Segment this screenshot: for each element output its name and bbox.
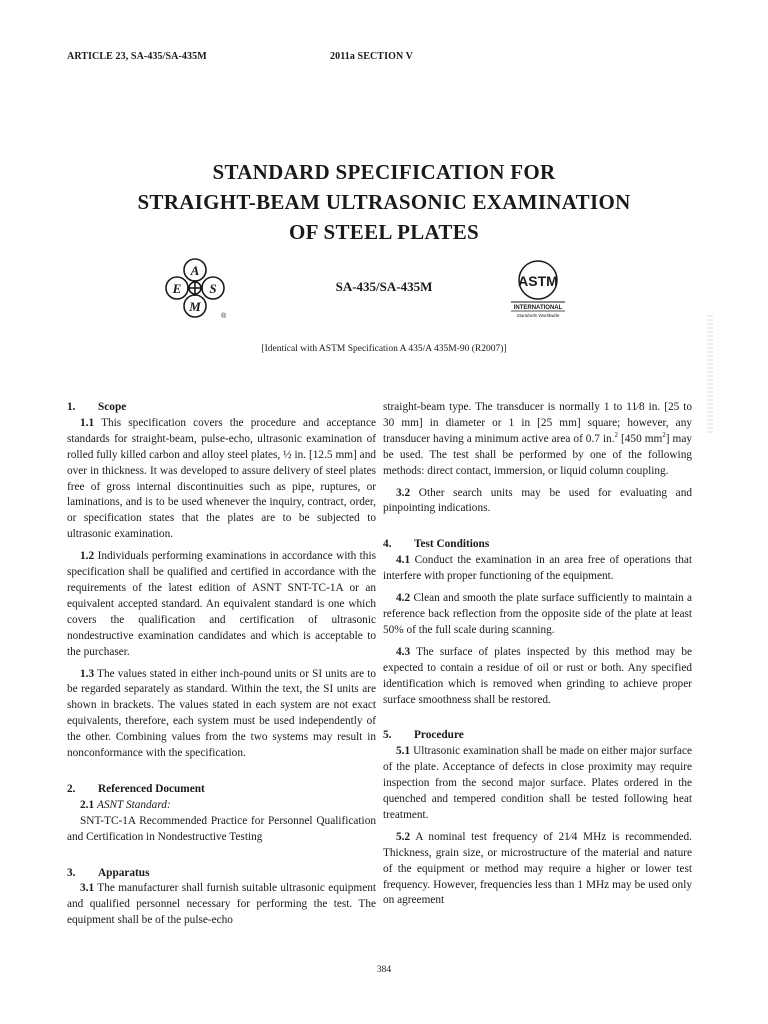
paragraph-1-1: 1.1 This specification covers the procedure and acceptance standards for straight-beam, pulse-echo, ultrasonic examination of rolled fully killed carbon and alloy steel plates, ½ in. [12.5 mm] and over in thickness. It was developed to assure delivery of steel plates free of gross internal discontinuities such as pipe, ruptures, or laminations, and is to be used whenever the inquiry, contract, order, or specification states that the plates are to be subjected to ultrasonic examination. [67, 416, 376, 541]
section-heading: 4. Test Conditions [383, 538, 490, 551]
paragraph-5-1: 5.1 Ultrasonic examination shall be made on either major surface of the plate. Acceptance of defects in close proximity may require inspection from the second major surface. Plates ordered in the quenched and tempered condition shall be tested following heat treatment. [383, 745, 692, 821]
astm-tagline: Standards Worldwide [516, 313, 560, 318]
running-header-left: ARTICLE 23, SA-435/SA-435M [67, 51, 207, 62]
registered-mark: ® [221, 313, 227, 320]
paragraph-3-2: 3.2 Other search units may be used for evaluating and pinpointing indications. [383, 486, 692, 515]
section-heading: 1. Scope [67, 401, 127, 413]
title-line-1: STANDARD SPECIFICATION FOR [212, 160, 556, 184]
title-line-2: STRAIGHT-BEAM ULTRASONIC EXAMINATION [137, 190, 631, 214]
left-column [67, 400, 376, 935]
astm-logo [508, 258, 568, 320]
section-heading: 3. Apparatus [67, 866, 150, 879]
section-heading: 2. Referenced Document [67, 782, 205, 795]
designation: SA-435/SA-435M [335, 279, 433, 294]
paragraph-1-2: 1.2 Individuals performing examinations in accordance with this specification shall be qualified and certified in accordance with the requirements of the latest edition of ASNT SNT-TC-1A or an equivalent accepted standard. An equivalent standard is one which covers the qualification and certification of ultrasonic nondestructive examination candidates and which is acceptable to the purchaser. [67, 550, 376, 658]
paragraph-3-1-continued: straight-beam type. The transducer is normally 1 to 11⁄8 in. [25 to 30 mm] in diameter or 1 in [25 mm] square; however, any transducer having a minimum active area of 0.7 in.$^2$ [450 $mm^2$] may be used. The test shall be performed by one of the following methods: direct contact, immersion, or liquid column coupling. [383, 401, 692, 477]
right-column [383, 400, 692, 915]
title-line-3: OF STEEL PLATES [288, 220, 480, 244]
paragraph-1-3: 1.3 The values stated in either inch-pound units or SI units are to be regarded separately as standard. Within the text, the SI units are shown in brackets. The values stated in each system are not exact equivalents, therefore, each system must be used independently of the other. Combining values from the two systems may result in nonconformance with the specification. [67, 667, 376, 760]
asme-letter-e: E [172, 281, 182, 296]
paragraph-2-ref: SNT-TC-1A Recommended Practice for Personnel Qualification and Certification in Nondestructive Testing [67, 814, 376, 843]
asme-letter-s: S [209, 281, 217, 296]
identical-note: [Identical with ASTM Specification A 435/A 435M-90 (R2007)] [261, 344, 507, 354]
asme-letter-m: M [189, 299, 201, 314]
astm-wordmark: ASTM [518, 273, 558, 289]
document-title [0, 157, 768, 247]
side-watermark [707, 315, 713, 435]
paragraph-4-1: 4.1 Conduct the examination in an area free of operations that interfere with proper functioning of the equipment. [383, 554, 692, 583]
paragraph-2-1: 2.1 ASNT Standard: [80, 798, 171, 811]
paragraph-4-3: 4.3 The surface of plates inspected by this method may be expected to contain a residue of oil or rust or both. Any specified identification which is removed when grinding to achieve proper surface smoothness shall be restored. [383, 645, 692, 706]
running-header-center: 2011a SECTION V [330, 51, 414, 62]
astm-international: INTERNATIONAL [513, 305, 563, 311]
section-heading: 5. Procedure [383, 729, 464, 742]
paragraph-4-2: 4.2 Clean and smooth the plate surface sufficiently to maintain a reference back reflection from the opposite side of the plate at least 50% of the full scale during scanning. [383, 592, 692, 636]
page-number: 384 [376, 965, 392, 975]
paragraph-3-1: 3.1 The manufacturer shall furnish suitable ultrasonic equipment and qualified personnel necessary for performing the test. The equipment shall be of the pulse-echo [67, 882, 376, 927]
paragraph-5-2: 5.2 A nominal test frequency of 21⁄4 MHz is recommended. Thickness, grain size, or microstructure of the material and nature of the equipment or method may require a higher or lower test frequency. However, frequencies less than 1 MHz may be used only on agreement [383, 830, 692, 907]
asme-letter-a: A [190, 263, 200, 278]
